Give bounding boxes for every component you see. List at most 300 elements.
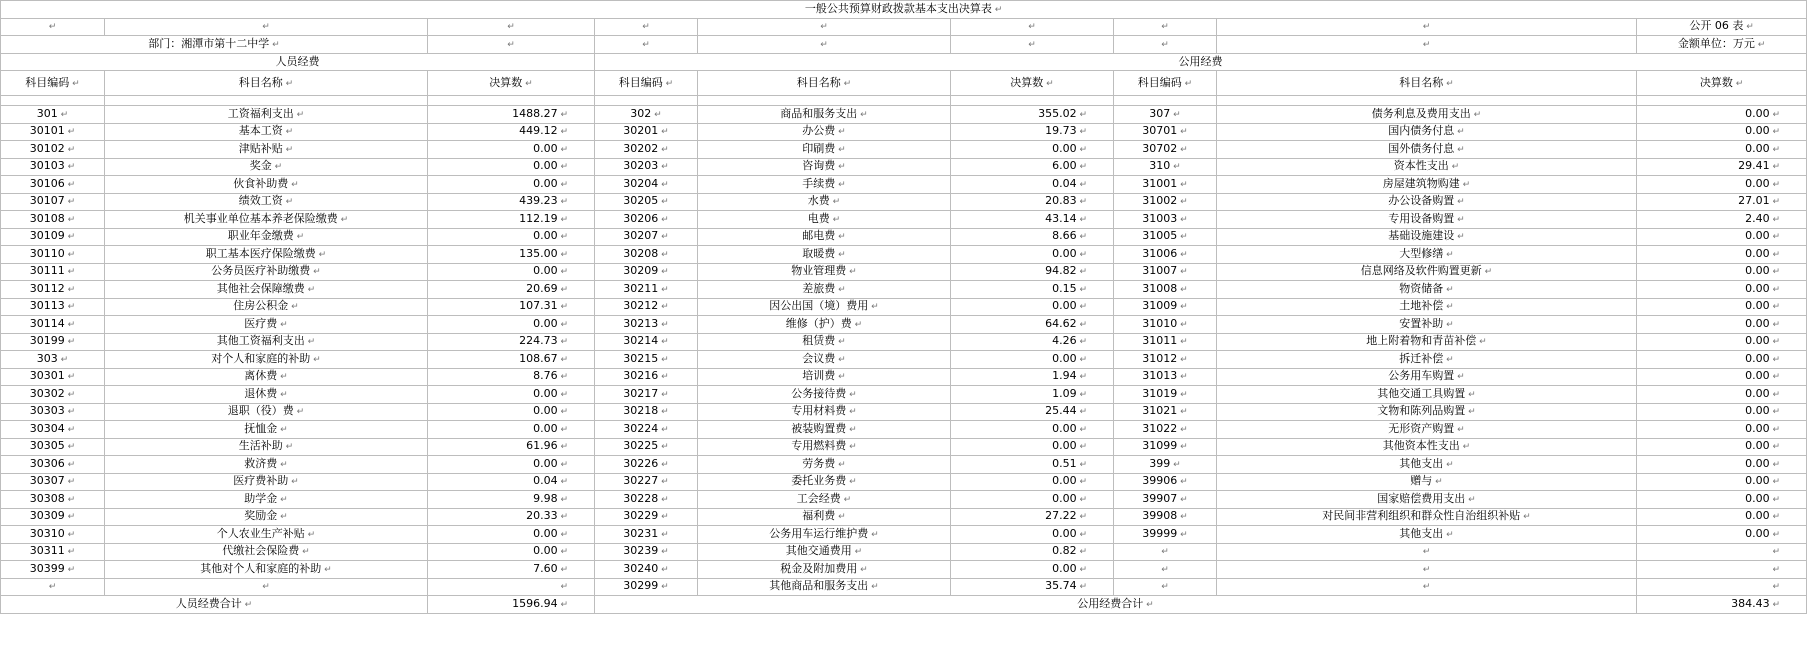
cell-name: 伙食补助费 ↵ — [105, 176, 428, 194]
table-row — [1, 141, 1807, 159]
cell-name: 印刷费 ↵ — [698, 141, 951, 159]
cell-amount: 8.66 ↵ — [951, 228, 1114, 246]
cell-amount — [1637, 578, 1807, 596]
cell-amount: 0.00 ↵ — [428, 141, 595, 159]
cell-name: 取暖费 ↵ — [698, 246, 951, 264]
table-row — [1, 316, 1807, 334]
cell-amount — [428, 578, 595, 596]
cell-name: 公务接待费 ↵ — [698, 386, 951, 404]
cell-amount: 4.26 ↵ — [951, 333, 1114, 351]
column-header-row — [1, 71, 1807, 96]
cell-name: 国家赔偿费用支出 ↵ — [1217, 491, 1637, 509]
cell-name: 信息网络及软件购置更新 ↵ — [1217, 263, 1637, 281]
cell-name: 物业管理费 ↵ — [698, 263, 951, 281]
title-row — [1, 1, 1807, 19]
cell-code: 30240 ↵ — [595, 561, 698, 579]
cell-amount: 0.00 ↵ — [1637, 141, 1807, 159]
cell-name: 税金及附加费用 ↵ — [698, 561, 951, 579]
cell-name: 文物和陈列品购置 ↵ — [1217, 403, 1637, 421]
cell-name: 对个人和家庭的补助 ↵ — [105, 351, 428, 369]
cell-code: 399 ↵ — [1114, 456, 1217, 474]
cell-amount: 0.00 ↵ — [1637, 281, 1807, 299]
cell-code: 30204 ↵ — [595, 176, 698, 194]
header-amount: 决算数 ↵ — [951, 71, 1114, 96]
cell-amount: 0.00 ↵ — [1637, 123, 1807, 141]
cell-amount: 0.00 ↵ — [1637, 368, 1807, 386]
cell-name: 住房公积金 ↵ — [105, 298, 428, 316]
cell-code: 30107 ↵ — [1, 193, 105, 211]
cell-code: 31012 ↵ — [1114, 351, 1217, 369]
cell-code: 30215 ↵ — [595, 351, 698, 369]
cell-code: 30305 ↵ — [1, 438, 105, 456]
cell-code: 30217 ↵ — [595, 386, 698, 404]
table-row — [1, 333, 1807, 351]
personnel-total-value: 1596.94 ↵ — [428, 596, 595, 614]
cell-amount: 0.00 ↵ — [1637, 263, 1807, 281]
cell-name: 会议费 ↵ — [698, 351, 951, 369]
cell-code: 30701 ↵ — [1114, 123, 1217, 141]
cell-name: 其他支出 ↵ — [1217, 526, 1637, 544]
cell-name: 对民间非营利组织和群众性自治组织补贴 ↵ — [1217, 508, 1637, 526]
cell-code: 30111 ↵ — [1, 263, 105, 281]
cell-code: 31005 ↵ — [1114, 228, 1217, 246]
cell-amount: 0.00 ↵ — [951, 298, 1114, 316]
cell-amount: 94.82 ↵ — [951, 263, 1114, 281]
table-row — [1, 193, 1807, 211]
cell-amount: 439.23 ↵ — [428, 193, 595, 211]
cell-amount: 20.33 ↵ — [428, 508, 595, 526]
cell-code: 30202 ↵ — [595, 141, 698, 159]
cell-code: 31022 ↵ — [1114, 421, 1217, 439]
cell-amount — [1637, 561, 1807, 579]
cell-code: 31003 ↵ — [1114, 211, 1217, 229]
cell-name: 医疗费 ↵ — [105, 316, 428, 334]
header-code: 科目编码 ↵ — [1, 71, 105, 96]
cell-code: 30308 ↵ — [1, 491, 105, 509]
cell-amount: 0.00 ↵ — [1637, 386, 1807, 404]
cell-name: 奖励金 ↵ — [105, 508, 428, 526]
table-row — [1, 368, 1807, 386]
cell-name: 公务用车购置 ↵ — [1217, 368, 1637, 386]
cell-name: 退职（役）费 ↵ — [105, 403, 428, 421]
table-row — [1, 456, 1807, 474]
cell-name: 地上附着物和青苗补偿 ↵ — [1217, 333, 1637, 351]
cell-amount: 0.00 ↵ — [428, 543, 595, 561]
cell-name: 物资储备 ↵ — [1217, 281, 1637, 299]
cell-name: 机关事业单位基本养老保险缴费 ↵ — [105, 211, 428, 229]
cell-name: 专用设备购置 ↵ — [1217, 211, 1637, 229]
cell-amount: 0.00 ↵ — [428, 403, 595, 421]
cell-code: 30239 ↵ — [595, 543, 698, 561]
cell-amount: 0.00 ↵ — [428, 228, 595, 246]
section-public: 公用经费 — [595, 53, 1807, 71]
cell-name: 其他交通费用 ↵ — [698, 543, 951, 561]
cell-name: 基本工资 ↵ — [105, 123, 428, 141]
cell-name: 劳务费 ↵ — [698, 456, 951, 474]
cell-amount: 355.02 ↵ — [951, 106, 1114, 124]
cell-amount: 0.00 ↵ — [428, 316, 595, 334]
cell-amount: 20.69 ↵ — [428, 281, 595, 299]
cell-name: 其他商品和服务支出 ↵ — [698, 578, 951, 596]
cell-code: 30206 ↵ — [595, 211, 698, 229]
public-total-label: 公用经费合计 ↵ — [595, 596, 1637, 614]
header-name: 科目名称 ↵ — [105, 71, 428, 96]
cell-name: 水费 ↵ — [698, 193, 951, 211]
cell-name: 奖金 ↵ — [105, 158, 428, 176]
header-amount: 决算数 ↵ — [1637, 71, 1807, 96]
form-number: 公开 06 表 ↵ — [1637, 18, 1807, 36]
header-code: 科目编码 ↵ — [1114, 71, 1217, 96]
cell-name: 绩效工资 ↵ — [105, 193, 428, 211]
cell-code: 302 ↵ — [595, 106, 698, 124]
cell-name — [105, 578, 428, 596]
cell-code: 30225 ↵ — [595, 438, 698, 456]
cell-code: 30304 ↵ — [1, 421, 105, 439]
cell-amount: 0.00 ↵ — [951, 246, 1114, 264]
cell-code: 39999 ↵ — [1114, 526, 1217, 544]
cell-code: 31011 ↵ — [1114, 333, 1217, 351]
table-row — [1, 438, 1807, 456]
cell-amount: 108.67 ↵ — [428, 351, 595, 369]
cell-name: 医疗费补助 ↵ — [105, 473, 428, 491]
cell-code: 31021 ↵ — [1114, 403, 1217, 421]
table-row — [1, 386, 1807, 404]
cell-amount: 0.00 ↵ — [1637, 316, 1807, 334]
cell-amount: 64.62 ↵ — [951, 316, 1114, 334]
cell-name: 邮电费 ↵ — [698, 228, 951, 246]
cell-name: 其他交通工具购置 ↵ — [1217, 386, 1637, 404]
cell-name: 专用燃料费 ↵ — [698, 438, 951, 456]
cell-code: 30211 ↵ — [595, 281, 698, 299]
cell-amount: 7.60 ↵ — [428, 561, 595, 579]
cell-amount: 0.00 ↵ — [1637, 473, 1807, 491]
cell-code — [1, 578, 105, 596]
cell-code: 30208 ↵ — [595, 246, 698, 264]
table-row — [1, 263, 1807, 281]
cell-name: 土地补偿 ↵ — [1217, 298, 1637, 316]
cell-code: 30307 ↵ — [1, 473, 105, 491]
cell-name: 赠与 ↵ — [1217, 473, 1637, 491]
header-code: 科目编码 ↵ — [595, 71, 698, 96]
section-personnel: 人员经费 — [1, 53, 595, 71]
cell-code: 30226 ↵ — [595, 456, 698, 474]
cell-amount: 0.00 ↵ — [951, 561, 1114, 579]
cell-amount: 61.96 ↵ — [428, 438, 595, 456]
table-row — [1, 176, 1807, 194]
cell-code: 30218 ↵ — [595, 403, 698, 421]
cell-name: 商品和服务支出 ↵ — [698, 106, 951, 124]
cell-name — [1217, 578, 1637, 596]
cell-amount: 29.41 ↵ — [1637, 158, 1807, 176]
table-row — [1, 106, 1807, 124]
cell-code: 39908 ↵ — [1114, 508, 1217, 526]
totals-row — [1, 596, 1807, 614]
cell-code: 31099 ↵ — [1114, 438, 1217, 456]
cell-amount: 0.00 ↵ — [428, 263, 595, 281]
cell-code: 30310 ↵ — [1, 526, 105, 544]
section-row — [1, 53, 1807, 71]
cell-amount: 0.00 ↵ — [428, 158, 595, 176]
cell-code: 30303 ↵ — [1, 403, 105, 421]
cell-amount: 1.94 ↵ — [951, 368, 1114, 386]
cell-amount: 1488.27 ↵ — [428, 106, 595, 124]
cell-code: 30106 ↵ — [1, 176, 105, 194]
cell-name: 公务用车运行维护费 ↵ — [698, 526, 951, 544]
cell-amount: 112.19 ↵ — [428, 211, 595, 229]
cell-amount: 0.00 ↵ — [1637, 438, 1807, 456]
cell-amount: 27.01 ↵ — [1637, 193, 1807, 211]
cell-name: 债务利息及费用支出 ↵ — [1217, 106, 1637, 124]
cell-amount: 0.00 ↵ — [951, 351, 1114, 369]
cell-amount: 0.00 ↵ — [428, 176, 595, 194]
table-row — [1, 123, 1807, 141]
header-amount: 决算数 ↵ — [428, 71, 595, 96]
cell-code: 307 ↵ — [1114, 106, 1217, 124]
cell-amount: 0.82 ↵ — [951, 543, 1114, 561]
cell-amount: 0.00 ↵ — [1637, 491, 1807, 509]
cell-code: 30108 ↵ — [1, 211, 105, 229]
cell-name: 基础设施建设 ↵ — [1217, 228, 1637, 246]
cell-code: 30228 ↵ — [595, 491, 698, 509]
cell-code: 30399 ↵ — [1, 561, 105, 579]
cell-name: 差旅费 ↵ — [698, 281, 951, 299]
cell-amount: 27.22 ↵ — [951, 508, 1114, 526]
cell-code: 301 ↵ — [1, 106, 105, 124]
cell-code: 30306 ↵ — [1, 456, 105, 474]
cell-code: 30113 ↵ — [1, 298, 105, 316]
cell-code: 31009 ↵ — [1114, 298, 1217, 316]
cell-code: 30101 ↵ — [1, 123, 105, 141]
table-row — [1, 211, 1807, 229]
cell-amount: 0.00 ↵ — [1637, 421, 1807, 439]
cell-code: 30203 ↵ — [595, 158, 698, 176]
cell-code: 31002 ↵ — [1114, 193, 1217, 211]
cell-code: 30311 ↵ — [1, 543, 105, 561]
cell-name: 大型修缮 ↵ — [1217, 246, 1637, 264]
cell-amount: 2.40 ↵ — [1637, 211, 1807, 229]
header-name: 科目名称 ↵ — [698, 71, 951, 96]
cell-amount: 20.83 ↵ — [951, 193, 1114, 211]
cell-name: 被装购置费 ↵ — [698, 421, 951, 439]
cell-code: 30199 ↵ — [1, 333, 105, 351]
cell-amount: 1.09 ↵ — [951, 386, 1114, 404]
table-row — [1, 421, 1807, 439]
cell-name: 职业年金缴费 ↵ — [105, 228, 428, 246]
cell-code: 30112 ↵ — [1, 281, 105, 299]
cell-amount: 0.00 ↵ — [1637, 333, 1807, 351]
cell-name: 公务员医疗补助缴费 ↵ — [105, 263, 428, 281]
cell-amount: 0.00 ↵ — [1637, 106, 1807, 124]
cell-name: 其他社会保障缴费 ↵ — [105, 281, 428, 299]
table-row — [1, 508, 1807, 526]
cell-code: 30214 ↵ — [595, 333, 698, 351]
cell-name: 房屋建筑物购建 ↵ — [1217, 176, 1637, 194]
cell-code: 39907 ↵ — [1114, 491, 1217, 509]
cell-amount: 0.00 ↵ — [1637, 298, 1807, 316]
cell-code: 30216 ↵ — [595, 368, 698, 386]
cell-amount: 135.00 ↵ — [428, 246, 595, 264]
cell-code: 30301 ↵ — [1, 368, 105, 386]
cell-code: 31008 ↵ — [1114, 281, 1217, 299]
cell-amount: 43.14 ↵ — [951, 211, 1114, 229]
cell-name: 租赁费 ↵ — [698, 333, 951, 351]
cell-code — [1114, 578, 1217, 596]
spacer-row — [1, 96, 1807, 106]
cell-amount: 25.44 ↵ — [951, 403, 1114, 421]
cell-amount: 19.73 ↵ — [951, 123, 1114, 141]
cell-amount: 0.00 ↵ — [1637, 246, 1807, 264]
cell-amount: 0.00 ↵ — [1637, 508, 1807, 526]
cell-name: 委托业务费 ↵ — [698, 473, 951, 491]
cell-amount: 0.04 ↵ — [428, 473, 595, 491]
cell-name: 电费 ↵ — [698, 211, 951, 229]
table-row — [1, 578, 1807, 596]
table-row — [1, 158, 1807, 176]
cell-name: 助学金 ↵ — [105, 491, 428, 509]
cell-amount: 0.51 ↵ — [951, 456, 1114, 474]
cell-name: 国外债务付息 ↵ — [1217, 141, 1637, 159]
cell-name: 资本性支出 ↵ — [1217, 158, 1637, 176]
cell-name: 津贴补贴 ↵ — [105, 141, 428, 159]
cell-code: 30212 ↵ — [595, 298, 698, 316]
cell-code: 31006 ↵ — [1114, 246, 1217, 264]
cell-amount — [1637, 543, 1807, 561]
cell-amount: 224.73 ↵ — [428, 333, 595, 351]
cell-amount: 0.15 ↵ — [951, 281, 1114, 299]
table-row — [1, 491, 1807, 509]
cell-name: 专用材料费 ↵ — [698, 403, 951, 421]
cell-code — [1114, 561, 1217, 579]
cell-name: 救济费 ↵ — [105, 456, 428, 474]
department-row — [1, 36, 1807, 54]
cell-name: 离休费 ↵ — [105, 368, 428, 386]
table-row — [1, 473, 1807, 491]
form-no-row — [1, 18, 1807, 36]
cell-amount: 0.00 ↵ — [1637, 456, 1807, 474]
table-row — [1, 403, 1807, 421]
cell-amount: 0.00 ↵ — [1637, 403, 1807, 421]
cell-amount: 0.00 ↵ — [951, 491, 1114, 509]
cell-amount: 35.74 ↵ — [951, 578, 1114, 596]
cell-code: 30109 ↵ — [1, 228, 105, 246]
cell-name: 安置补助 ↵ — [1217, 316, 1637, 334]
cell-code: 31007 ↵ — [1114, 263, 1217, 281]
department-label: 部门：湘潭市第十二中学 ↵ — [1, 36, 428, 54]
cell-name: 抚恤金 ↵ — [105, 421, 428, 439]
cell-code: 30110 ↵ — [1, 246, 105, 264]
cell-amount: 0.00 ↵ — [428, 456, 595, 474]
cell-name: 办公费 ↵ — [698, 123, 951, 141]
cell-name: 办公设备购置 ↵ — [1217, 193, 1637, 211]
table-row — [1, 561, 1807, 579]
cell-amount: 0.00 ↵ — [1637, 176, 1807, 194]
cell-amount: 0.00 ↵ — [951, 141, 1114, 159]
cell-name — [1217, 561, 1637, 579]
table-row — [1, 526, 1807, 544]
cell-name: 维修（护）费 ↵ — [698, 316, 951, 334]
cell-code: 303 ↵ — [1, 351, 105, 369]
cell-name: 拆迁补偿 ↵ — [1217, 351, 1637, 369]
cell-code: 31010 ↵ — [1114, 316, 1217, 334]
cell-amount: 9.98 ↵ — [428, 491, 595, 509]
cell-name: 其他支出 ↵ — [1217, 456, 1637, 474]
cell-name — [1217, 543, 1637, 561]
cell-code: 30302 ↵ — [1, 386, 105, 404]
table-row — [1, 351, 1807, 369]
table-row — [1, 228, 1807, 246]
cell-name: 代缴社会保险费 ↵ — [105, 543, 428, 561]
cell-name: 国内债务付息 ↵ — [1217, 123, 1637, 141]
table-row — [1, 298, 1807, 316]
cell-name: 职工基本医疗保险缴费 ↵ — [105, 246, 428, 264]
cell-code — [1114, 543, 1217, 561]
cell-name: 手续费 ↵ — [698, 176, 951, 194]
cell-name: 生活补助 ↵ — [105, 438, 428, 456]
cell-code: 30309 ↵ — [1, 508, 105, 526]
cell-code: 30207 ↵ — [595, 228, 698, 246]
cell-name: 无形资产购置 ↵ — [1217, 421, 1637, 439]
cell-code: 30231 ↵ — [595, 526, 698, 544]
cell-amount: 8.76 ↵ — [428, 368, 595, 386]
cell-code: 30201 ↵ — [595, 123, 698, 141]
cell-code: 31013 ↵ — [1114, 368, 1217, 386]
cell-amount: 0.00 ↵ — [428, 421, 595, 439]
cell-code: 31019 ↵ — [1114, 386, 1217, 404]
cell-amount: 0.00 ↵ — [951, 473, 1114, 491]
table-row — [1, 246, 1807, 264]
cell-amount: 449.12 ↵ — [428, 123, 595, 141]
cell-code: 30299 ↵ — [595, 578, 698, 596]
cell-name: 福利费 ↵ — [698, 508, 951, 526]
cell-name: 其他对个人和家庭的补助 ↵ — [105, 561, 428, 579]
cell-code: 30114 ↵ — [1, 316, 105, 334]
public-total-value: 384.43 ↵ — [1637, 596, 1807, 614]
cell-code: 30702 ↵ — [1114, 141, 1217, 159]
cell-name: 其他资本性支出 ↵ — [1217, 438, 1637, 456]
table-row — [1, 543, 1807, 561]
cell-amount: 0.00 ↵ — [951, 526, 1114, 544]
cell-name: 个人农业生产补贴 ↵ — [105, 526, 428, 544]
cell-amount: 0.00 ↵ — [1637, 228, 1807, 246]
cell-amount: 0.00 ↵ — [1637, 351, 1807, 369]
header-name: 科目名称 ↵ — [1217, 71, 1637, 96]
cell-code: 39906 ↵ — [1114, 473, 1217, 491]
cell-code: 31001 ↵ — [1114, 176, 1217, 194]
cell-code: 30209 ↵ — [595, 263, 698, 281]
cell-code: 30229 ↵ — [595, 508, 698, 526]
cell-amount: 0.00 ↵ — [951, 438, 1114, 456]
personnel-total-label: 人员经费合计 ↵ — [1, 596, 428, 614]
unit-label: 金额单位：万元 ↵ — [1637, 36, 1807, 54]
cell-name: 培训费 ↵ — [698, 368, 951, 386]
cell-name: 咨询费 ↵ — [698, 158, 951, 176]
cell-name: 其他工资福利支出 ↵ — [105, 333, 428, 351]
cell-code: 30103 ↵ — [1, 158, 105, 176]
cell-code: 30213 ↵ — [595, 316, 698, 334]
cell-name: 工会经费 ↵ — [698, 491, 951, 509]
cell-code: 30102 ↵ — [1, 141, 105, 159]
cell-amount: 6.00 ↵ — [951, 158, 1114, 176]
cell-name: 工资福利支出 ↵ — [105, 106, 428, 124]
cell-amount: 0.00 ↵ — [428, 386, 595, 404]
cell-amount: 107.31 ↵ — [428, 298, 595, 316]
cell-amount: 0.00 ↵ — [951, 421, 1114, 439]
cell-amount: 0.00 ↵ — [428, 526, 595, 544]
cell-code: 30224 ↵ — [595, 421, 698, 439]
table-row — [1, 281, 1807, 299]
table-title: 一般公共预算财政拨款基本支出决算表 ↵ — [1, 1, 1807, 19]
cell-name: 退休费 ↵ — [105, 386, 428, 404]
